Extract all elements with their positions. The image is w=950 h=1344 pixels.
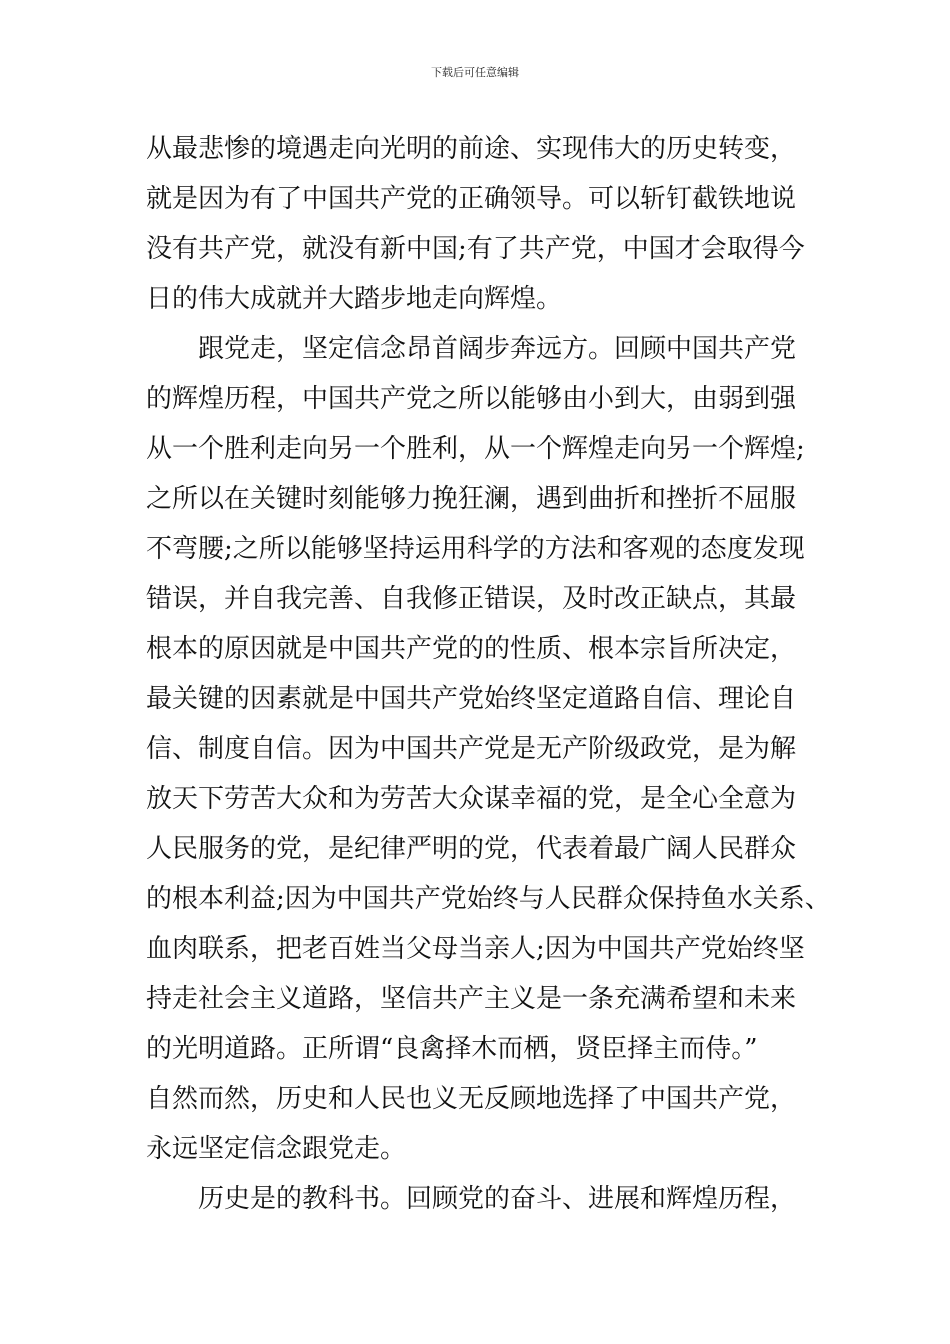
text-line: 从最悲惨的境遇走向光明的前途、实现伟大的历史转变， (146, 134, 797, 164)
paragraph-first-line: 跟党走，坚定信念昂首阔步奔远方。回顾中国共产党 (198, 334, 797, 364)
text-line: 人民服务的党，是纪律严明的党，代表着最广阔人民群众 (146, 834, 797, 864)
text-line: 就是因为有了中国共产党的正确领导。可以斩钉截铁地说 (146, 184, 797, 214)
text-line: 自然而然，历史和人民也义无反顾地选择了中国共产党， (146, 1084, 797, 1114)
text-line: 最关键的因素就是中国共产党始终坚定道路自信、理论自 (146, 684, 797, 714)
text-line: 根本的原因就是中国共产党的的性质、根本宗旨所决定， (146, 634, 797, 664)
text-line: 错误，并自我完善、自我修正错误，及时改正缺点，其最 (146, 584, 797, 614)
text-line: 日的伟大成就并大踏步地走向辉煌。 (146, 284, 563, 314)
text-line: 血肉联系，把老百姓当父母当亲人;因为中国共产党始终坚 (146, 934, 805, 964)
text-line: 没有共产党，就没有新中国;有了共产党，中国才会取得今 (146, 234, 805, 264)
text-line: 不弯腰;之所以能够坚持运用科学的方法和客观的态度发现 (146, 534, 805, 564)
text-line: 的辉煌历程，中国共产党之所以能够由小到大，由弱到强 (146, 384, 797, 414)
text-line: 的根本利益;因为中国共产党始终与人民群众保持鱼水关系、 (146, 884, 831, 914)
page-header: 下载后可任意编辑 (431, 66, 519, 79)
text-line: 持走社会主义道路，坚信共产主义是一条充满希望和未来 (146, 984, 797, 1014)
text-line: 之所以在关键时刻能够力挽狂澜，遇到曲折和挫折不屈服 (146, 484, 797, 514)
text-line: 信、制度自信。因为中国共产党是无产阶级政党，是为解 (146, 734, 797, 764)
document-body (146, 124, 836, 1224)
text-line: 永远坚定信念跟党走。 (146, 1134, 407, 1164)
text-line: 的光明道路。正所谓“良禽择木而栖，贤臣择主而侍。” (146, 1034, 758, 1064)
text-line: 放天下劳苦大众和为劳苦大众谋幸福的党，是全心全意为 (146, 784, 797, 814)
paragraph-first-line: 历史是的教科书。回顾党的奋斗、进展和辉煌历程， (198, 1184, 797, 1214)
text-line: 从一个胜利走向另一个胜利，从一个辉煌走向另一个辉煌; (146, 434, 805, 464)
